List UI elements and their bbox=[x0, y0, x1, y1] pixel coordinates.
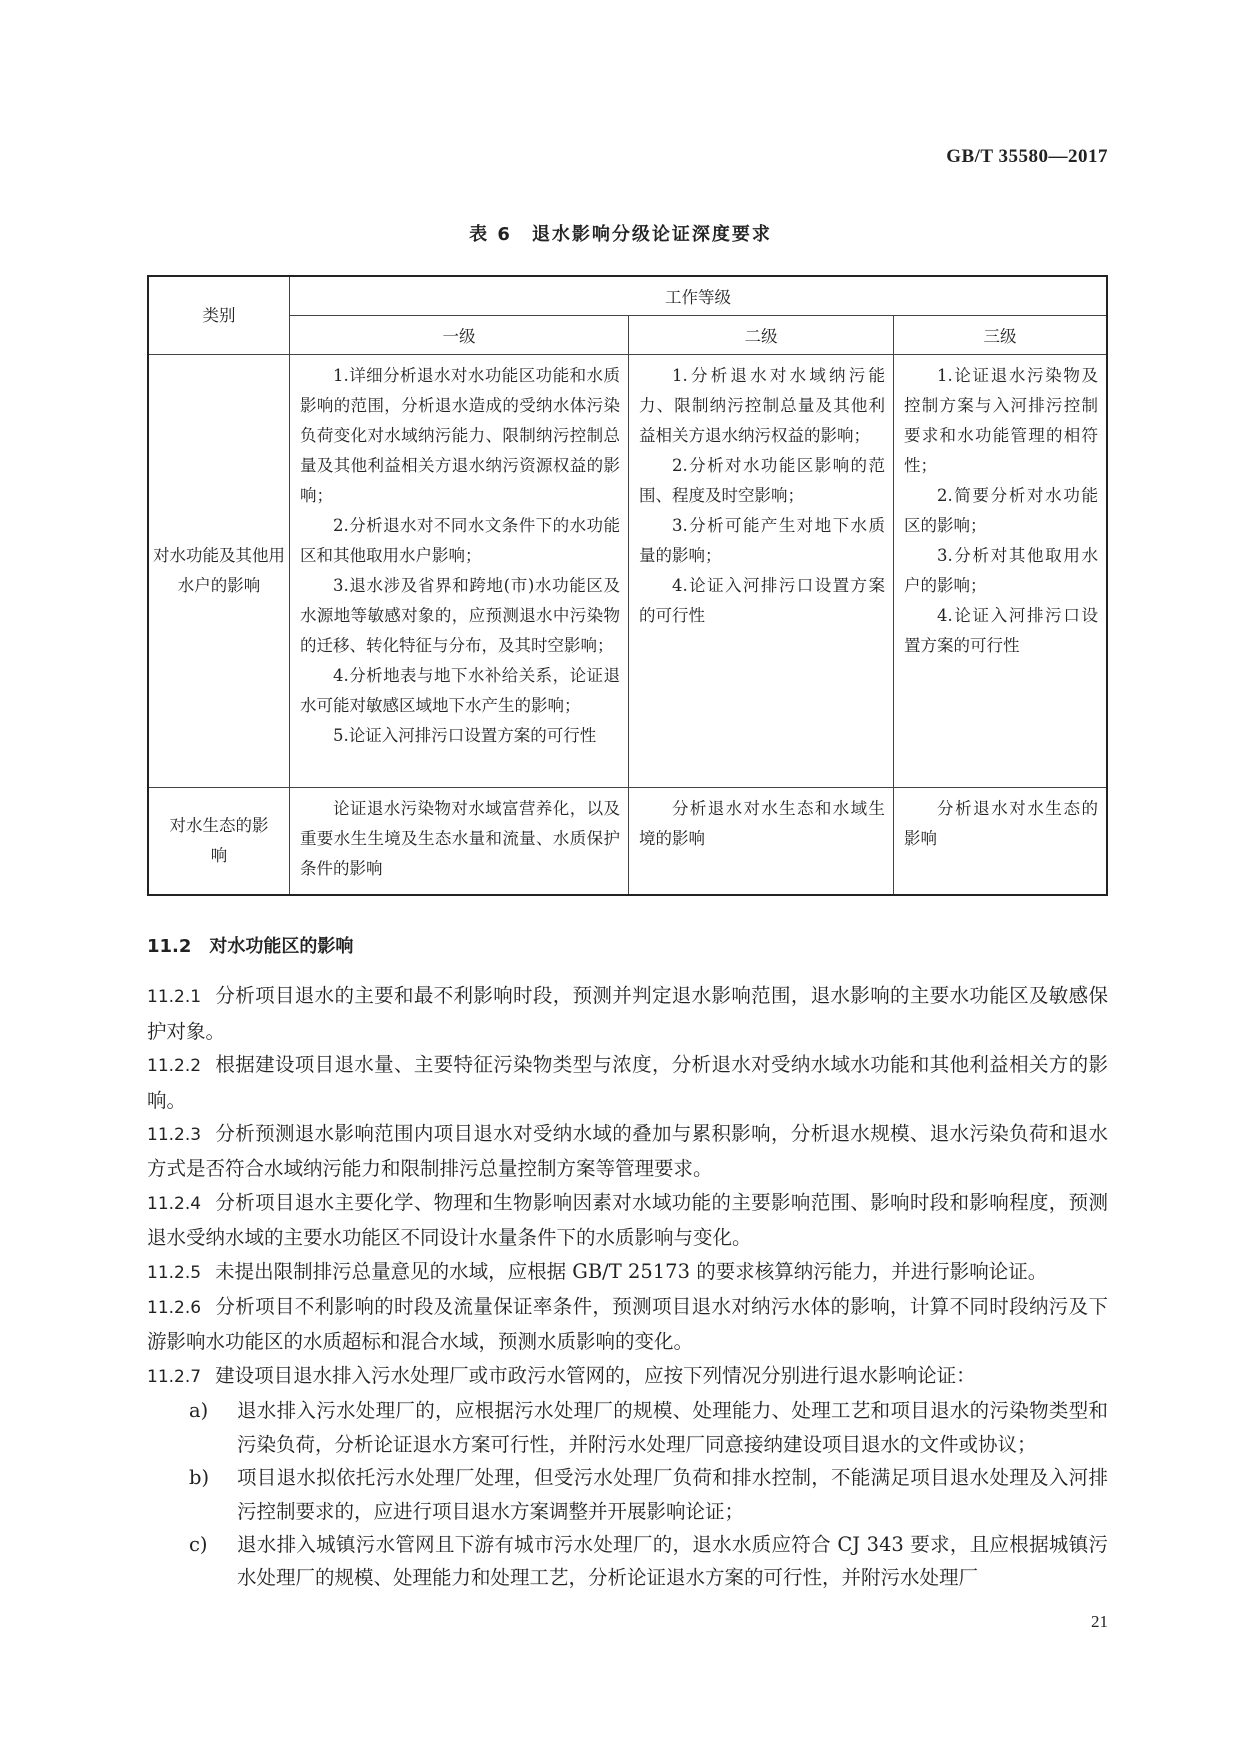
standard-code: GB/T 35580—2017 bbox=[946, 146, 1108, 167]
col-level-1: 一级 bbox=[290, 316, 629, 355]
cell: 分析退水对水生态和水域生境的影响 bbox=[629, 788, 894, 896]
cell: 1.分析退水对水域纳污能力、限制纳污控制总量及其他利益相关方退水纳污权益的影响； 2.分析对水功能区影响的范围、程度及时空影响； 3.分析可能产生对地下水质量的影响； 4.论证入河排污口设置方案的可行性 bbox=[629, 355, 894, 788]
clause: 11.2.1 分析项目退水的主要和最不利影响时段，预测并判定退水影响范围，退水影响的主要水功能区及敏感保护对象。 bbox=[147, 984, 1108, 1043]
section-heading: 11.2 对水功能区的影响 bbox=[147, 936, 354, 957]
cell: 1.论证退水污染物及控制方案与入河排污控制要求和水功能管理的相符性； 2.简要分析对水功能区的影响； 3.分析对其他取用水户的影响； 4.论证入河排污口设置方案的可行性 bbox=[894, 355, 1108, 788]
clause: 11.2.4 分析项目退水主要化学、物理和生物影响因素对水域功能的主要影响范围、影响时段和影响程度，预测退水受纳水域的主要水功能区不同设计水量条件下的水质影响与变化。 bbox=[147, 1190, 1108, 1250]
col-level-3: 三级 bbox=[894, 316, 1108, 355]
list-item: a) 退水排入污水处理厂的，应根据污水处理厂的规模、处理能力、处理工艺和项目退水的污染物类型和污染负荷，分析论证退水方案可行性，并附污水处理厂同意接纳建设项目退水的文件或协议； bbox=[189, 1399, 1108, 1456]
row-category: 对水生态的影响 bbox=[148, 788, 290, 896]
col-work-level: 工作等级 bbox=[290, 276, 1108, 316]
clause: 11.2.7 建设项目退水排入污水处理厂或市政污水管网的，应按下列情况分别进行退水影响论证： bbox=[147, 1363, 976, 1387]
list-item: b) 项目退水拟依托污水处理厂处理，但受污水处理厂负荷和排水控制，不能满足项目退水处理及入河排污控制要求的，应进行项目退水方案调整并开展影响论证； bbox=[189, 1466, 1108, 1523]
col-category: 类别 bbox=[148, 276, 290, 355]
clause: 11.2.5 未提出限制排污总量意见的水域，应根据 GB/T 25173 的要求核算纳污能力，并进行影响论证。 bbox=[147, 1259, 1048, 1283]
table-row bbox=[148, 788, 1107, 896]
cell: 1.详细分析退水对水功能区功能和水质影响的范围，分析退水造成的受纳水体污染负荷变化对水域纳污能力、限制纳污控制总量及其他利益相关方退水纳污资源权益的影响； 2.分析退水对不同水文条件下的水功能区和其他取用水户影响； 3.退水涉及省界和跨地(市)水功能区及水源地等敏感对象的，应预测退水中污染物的迁移、转化特征与分布，及其时空影响； 4.分析地表与地下水补给关系，论证退水可能对敏感区域地下水产生的影响； 5.论证入河排污口设置方案的可行性 bbox=[290, 355, 629, 788]
table-row bbox=[148, 355, 1107, 788]
clause: 11.2.3 分析预测退水影响范围内项目退水对受纳水域的叠加与累积影响，分析退水规模、退水污染负荷和退水方式是否符合水域纳污能力和限制排污总量控制方案等管理要求。 bbox=[147, 1122, 1108, 1181]
page-number: 21 bbox=[1091, 1612, 1108, 1631]
row-category: 对水功能及其他用水户的影响 bbox=[148, 355, 290, 788]
table-caption: 表 6 退水影响分级论证深度要求 bbox=[469, 224, 772, 245]
cell: 分析退水对水生态的影响 bbox=[894, 788, 1108, 896]
clause: 11.2.6 分析项目不利影响的时段及流量保证率条件，预测项目退水对纳污水体的影响，计算不同时段纳污及下游影响水功能区的水质超标和混合水域，预测水质影响的变化。 bbox=[147, 1295, 1108, 1354]
cell: 论证退水污染物对水域富营养化，以及重要水生生境及生态水量和流量、水质保护条件的影响 bbox=[290, 788, 629, 896]
clause: 11.2.2 根据建设项目退水量、主要特征污染物类型与浓度，分析退水对受纳水域水功能和其他利益相关方的影响。 bbox=[147, 1053, 1108, 1112]
section-body bbox=[147, 930, 1108, 1595]
grading-table bbox=[147, 275, 1108, 896]
col-level-2: 二级 bbox=[629, 316, 894, 355]
list-item: c) 退水排入城镇污水管网且下游有城市污水处理厂的，退水水质应符合 CJ 343 要求，且应根据城镇污水处理厂的规模、处理能力和处理工艺，分析论证退水方案的可行性，并附污水处理厂 bbox=[189, 1532, 1108, 1590]
